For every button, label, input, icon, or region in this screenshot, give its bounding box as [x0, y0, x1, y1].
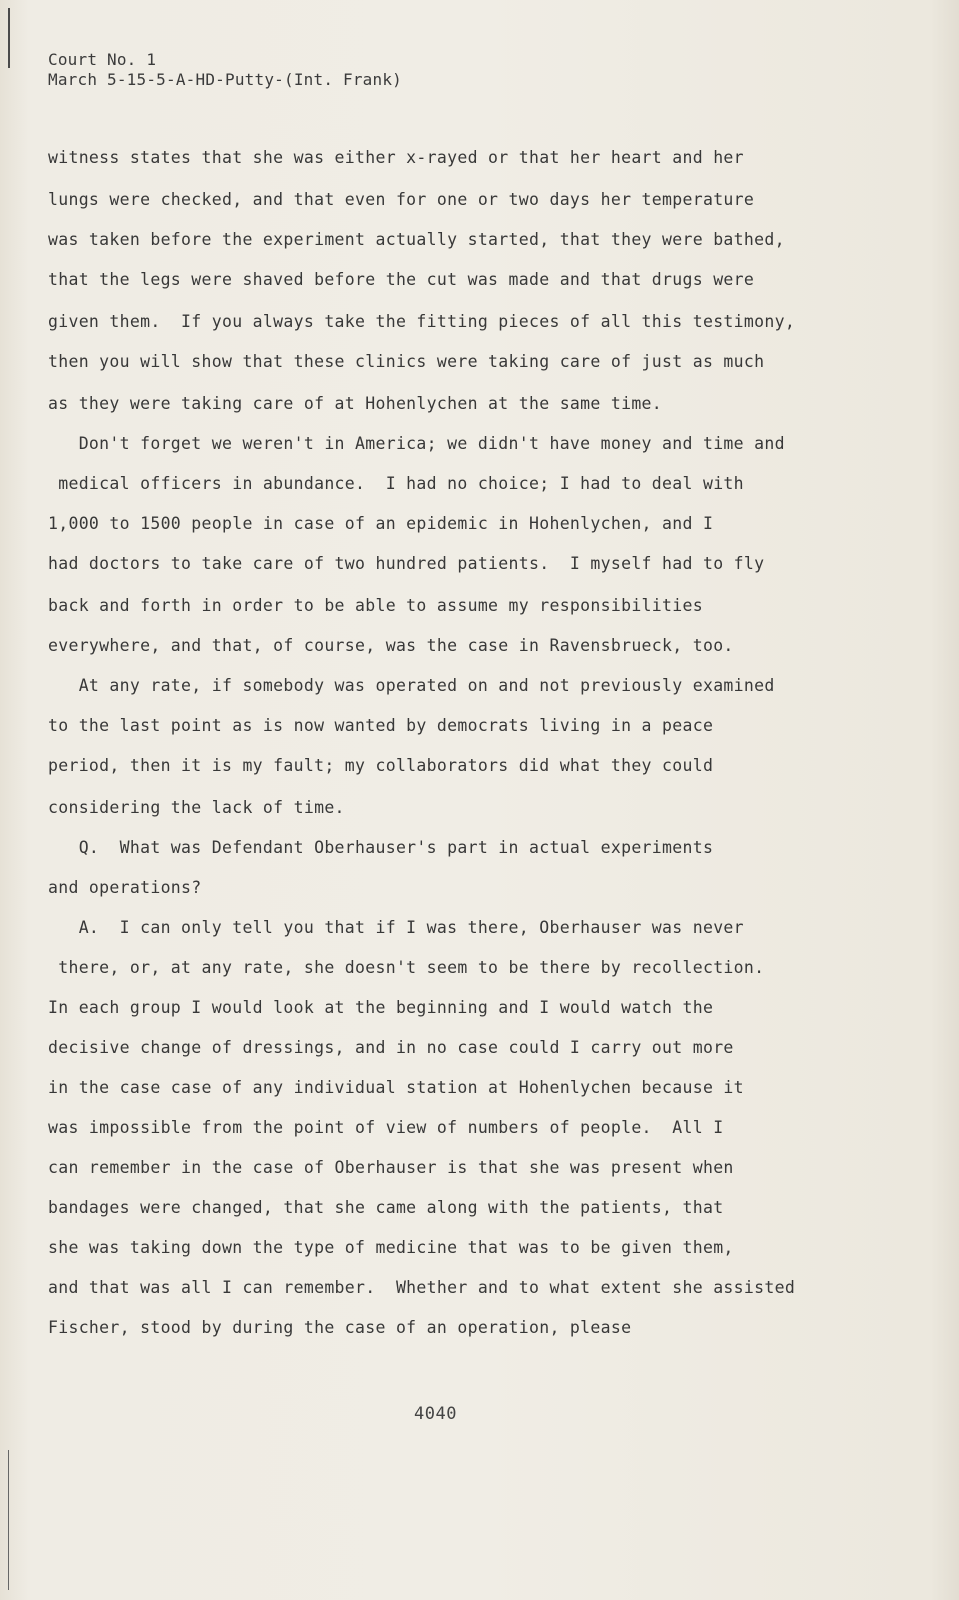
body-line: Fischer, stood by during the case of an operation, please [48, 1318, 632, 1337]
body-line: considering the lack of time. [48, 798, 345, 817]
body-line: that the legs were shaved before the cut was made and that drugs were [48, 270, 755, 289]
body-line: lungs were checked, and that even for one or two days her temperature [48, 190, 755, 209]
body-line: bandages were changed, that she came along with the patients, that [48, 1198, 724, 1217]
body-line: can remember in the case of Oberhauser is that she was present when [48, 1158, 734, 1177]
body-line: decisive change of dressings, and in no case could I carry out more [48, 1038, 734, 1057]
body-line: A. I can only tell you that if I was there, Oberhauser was never [48, 918, 744, 937]
body-line: back and forth in order to be able to assume my responsibilities [48, 596, 703, 615]
body-line: Don't forget we weren't in America; we didn't have money and time and [48, 434, 785, 453]
body-line: as they were taking care of at Hohenlychen at the same time. [48, 394, 663, 413]
body-line: Q. What was Defendant Oberhauser's part in actual experiments [48, 838, 714, 857]
body-line: witness states that she was either x-rayed or that her heart and her [48, 148, 744, 167]
document-header [48, 50, 402, 90]
body-line: in the case case of any individual station at Hohenlychen because it [48, 1078, 744, 1097]
body-line: everywhere, and that, of course, was the case in Ravensbrueck, too. [48, 636, 734, 655]
session-line: March 5-15-5-A-HD-Putty-(Int. Frank) [48, 70, 402, 89]
body-line: was impossible from the point of view of numbers of people. All I [48, 1118, 724, 1137]
body-line: medical officers in abundance. I had no choice; I had to deal with [48, 474, 744, 493]
body-line: was taken before the experiment actually started, that they were bathed, [48, 230, 785, 249]
binding-edge-mark [8, 1450, 9, 1590]
body-line: and that was all I can remember. Whether and to what extent she assisted [48, 1278, 796, 1297]
page-number: 4040 [414, 1404, 457, 1424]
court-number: Court No. 1 [48, 50, 157, 69]
body-line: and operations? [48, 878, 202, 897]
body-line: to the last point as is now wanted by democrats living in a peace [48, 716, 714, 735]
body-line: 1,000 to 1500 people in case of an epidemic in Hohenlychen, and I [48, 514, 714, 533]
body-line: At any rate, if somebody was operated on and not previously examined [48, 676, 775, 695]
body-line: In each group I would look at the beginning and I would watch the [48, 998, 714, 1017]
body-line: given them. If you always take the fitting pieces of all this testimony, [48, 312, 796, 331]
body-line: then you will show that these clinics were taking care of just as much [48, 352, 765, 371]
body-line: there, or, at any rate, she doesn't seem to be there by recollection. [48, 958, 765, 977]
body-line: she was taking down the type of medicine that was to be given them, [48, 1238, 734, 1257]
binding-edge-mark [8, 8, 10, 68]
body-line: period, then it is my fault; my collaborators did what they could [48, 756, 714, 775]
body-line: had doctors to take care of two hundred patients. I myself had to fly [48, 554, 765, 573]
